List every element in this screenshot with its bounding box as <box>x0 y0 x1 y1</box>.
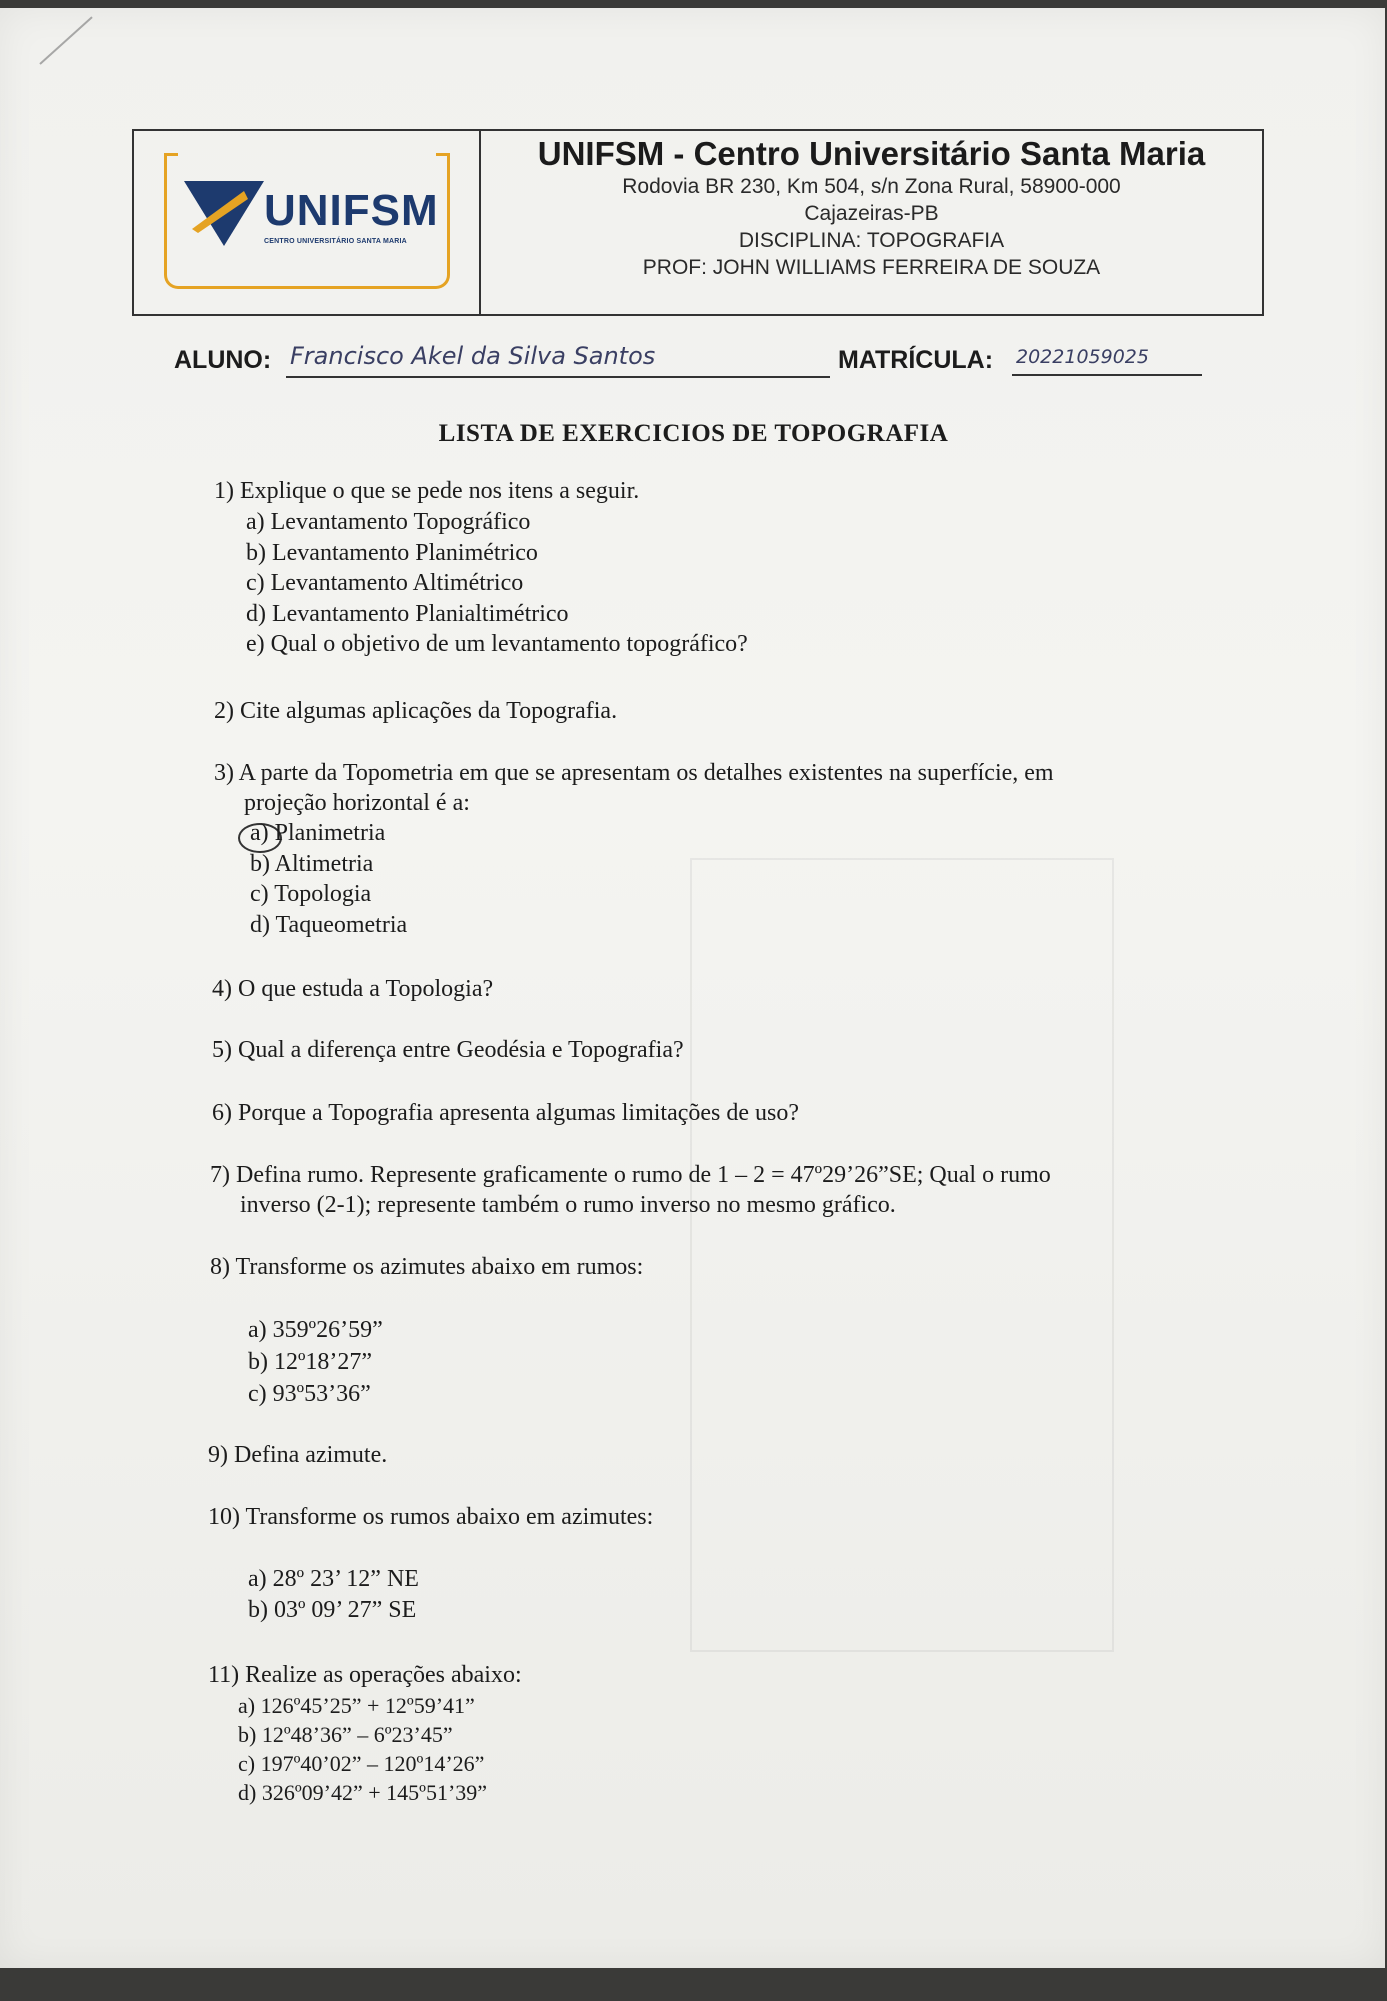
question-4: 4) O que estuda a Topologia? <box>212 976 494 1002</box>
question-3-line-1: 3) A parte da Topometria em que se apresentam os detalhes existentes na superfície, em <box>214 760 1054 786</box>
q10-item-b: b) 03º 09’ 27” SE <box>248 1597 417 1623</box>
logo-text: UNIFSM <box>264 186 439 235</box>
q8-item-b: b) 12º18’27” <box>248 1349 373 1375</box>
q1-item-b: b) Levantamento Planimétrico <box>246 539 538 566</box>
student-info-row <box>174 338 1204 378</box>
discipline: DISCIPLINA: TOPOGRAFIA <box>738 229 1005 252</box>
q1-item-e: e) Qual o objetivo de um levantamento topográfico? <box>246 631 748 657</box>
q3-option-c[interactable]: c) Topologia <box>250 881 372 907</box>
question-9: 9) Defina azimute. <box>208 1442 388 1468</box>
institution-name: UNIFSM - Centro Universitário Santa Maria <box>537 135 1206 172</box>
address-line-1: Rodovia BR 230, Km 504, s/n Zona Rural, 58900-000 <box>622 175 1121 198</box>
page-fold-mark <box>39 16 92 64</box>
logo-subtitle: CENTRO UNIVERSITÁRIO SANTA MARIA <box>264 238 407 245</box>
question-10: 10) Transforme os rumos abaixo em azimutes: <box>208 1504 654 1530</box>
q1-item-d: d) Levantamento Planialtimétrico <box>246 600 569 627</box>
q8-item-c: c) 93º53’36” <box>248 1381 371 1407</box>
question-3-options <box>250 818 407 940</box>
logo-cell <box>134 131 481 314</box>
question-3-line-2: projeção horizontal é a: <box>244 790 470 816</box>
paper-sheet <box>0 8 1385 1968</box>
question-2: 2) Cite algumas aplicações da Topografia. <box>214 698 618 724</box>
q11-item-b: b) 12º48’36” – 6º23’45” <box>238 1722 453 1747</box>
question-1: 1) Explique o que se pede nos itens a seguir. <box>214 478 640 504</box>
institution-info <box>481 131 1262 314</box>
student-id-label: MATRÍCULA: <box>838 346 994 374</box>
question-5: 5) Qual a diferença entre Geodésia e Topografia? <box>212 1037 684 1063</box>
address-line-2: Cajazeiras-PB <box>804 202 939 225</box>
question-7-line-2: inverso (2-1); represente também o rumo inverso no mesmo gráfico. <box>240 1192 896 1218</box>
show-through-area <box>690 858 1114 1652</box>
q11-item-d: d) 326º09’42” + 145º51’39” <box>238 1780 488 1805</box>
document-title: LISTA DE EXERCICIOS DE TOPOGRAFIA <box>438 420 949 447</box>
question-7-line-1: 7) Defina rumo. Represente graficamente o rumo de 1 – 2 = 47º29’26”SE; Qual o rumo <box>210 1162 1051 1188</box>
question-11-items <box>238 1691 487 1807</box>
q3-option-a[interactable]: a) Planimetria <box>250 820 386 846</box>
q3-option-b[interactable]: b) Altimetria <box>250 850 374 877</box>
student-id-field[interactable]: 20221059025 <box>1012 340 1202 376</box>
professor: PROF: JOHN WILLIAMS FERREIRA DE SOUZA <box>642 256 1101 279</box>
q11-item-a: a) 126º45’25” + 12º59’41” <box>238 1693 475 1718</box>
question-8-items <box>248 1314 383 1410</box>
question-11: 11) Realize as operações abaixo: <box>208 1662 522 1688</box>
q10-item-a: a) 28º 23’ 12” NE <box>248 1566 419 1592</box>
q1-item-a: a) Levantamento Topográfico <box>246 509 531 535</box>
document-header <box>132 129 1264 316</box>
q3-option-d[interactable]: d) Taqueometria <box>250 911 408 938</box>
student-name-label: ALUNO: <box>174 346 272 374</box>
q8-item-a: a) 359º26’59” <box>248 1317 383 1343</box>
question-1-items <box>246 507 748 660</box>
q1-item-c: c) Levantamento Altimétrico <box>246 570 524 596</box>
question-6: 6) Porque a Topografia apresenta algumas limitações de uso? <box>212 1100 800 1126</box>
question-10-items <box>248 1564 419 1626</box>
student-name-field[interactable]: Francisco Akel da Silva Santos <box>286 338 830 378</box>
question-8: 8) Transforme os azimutes abaixo em rumos: <box>210 1254 644 1280</box>
logo-triangle-icon <box>184 181 264 251</box>
q11-item-c: c) 197º40’02” – 120º14’26” <box>238 1751 485 1776</box>
